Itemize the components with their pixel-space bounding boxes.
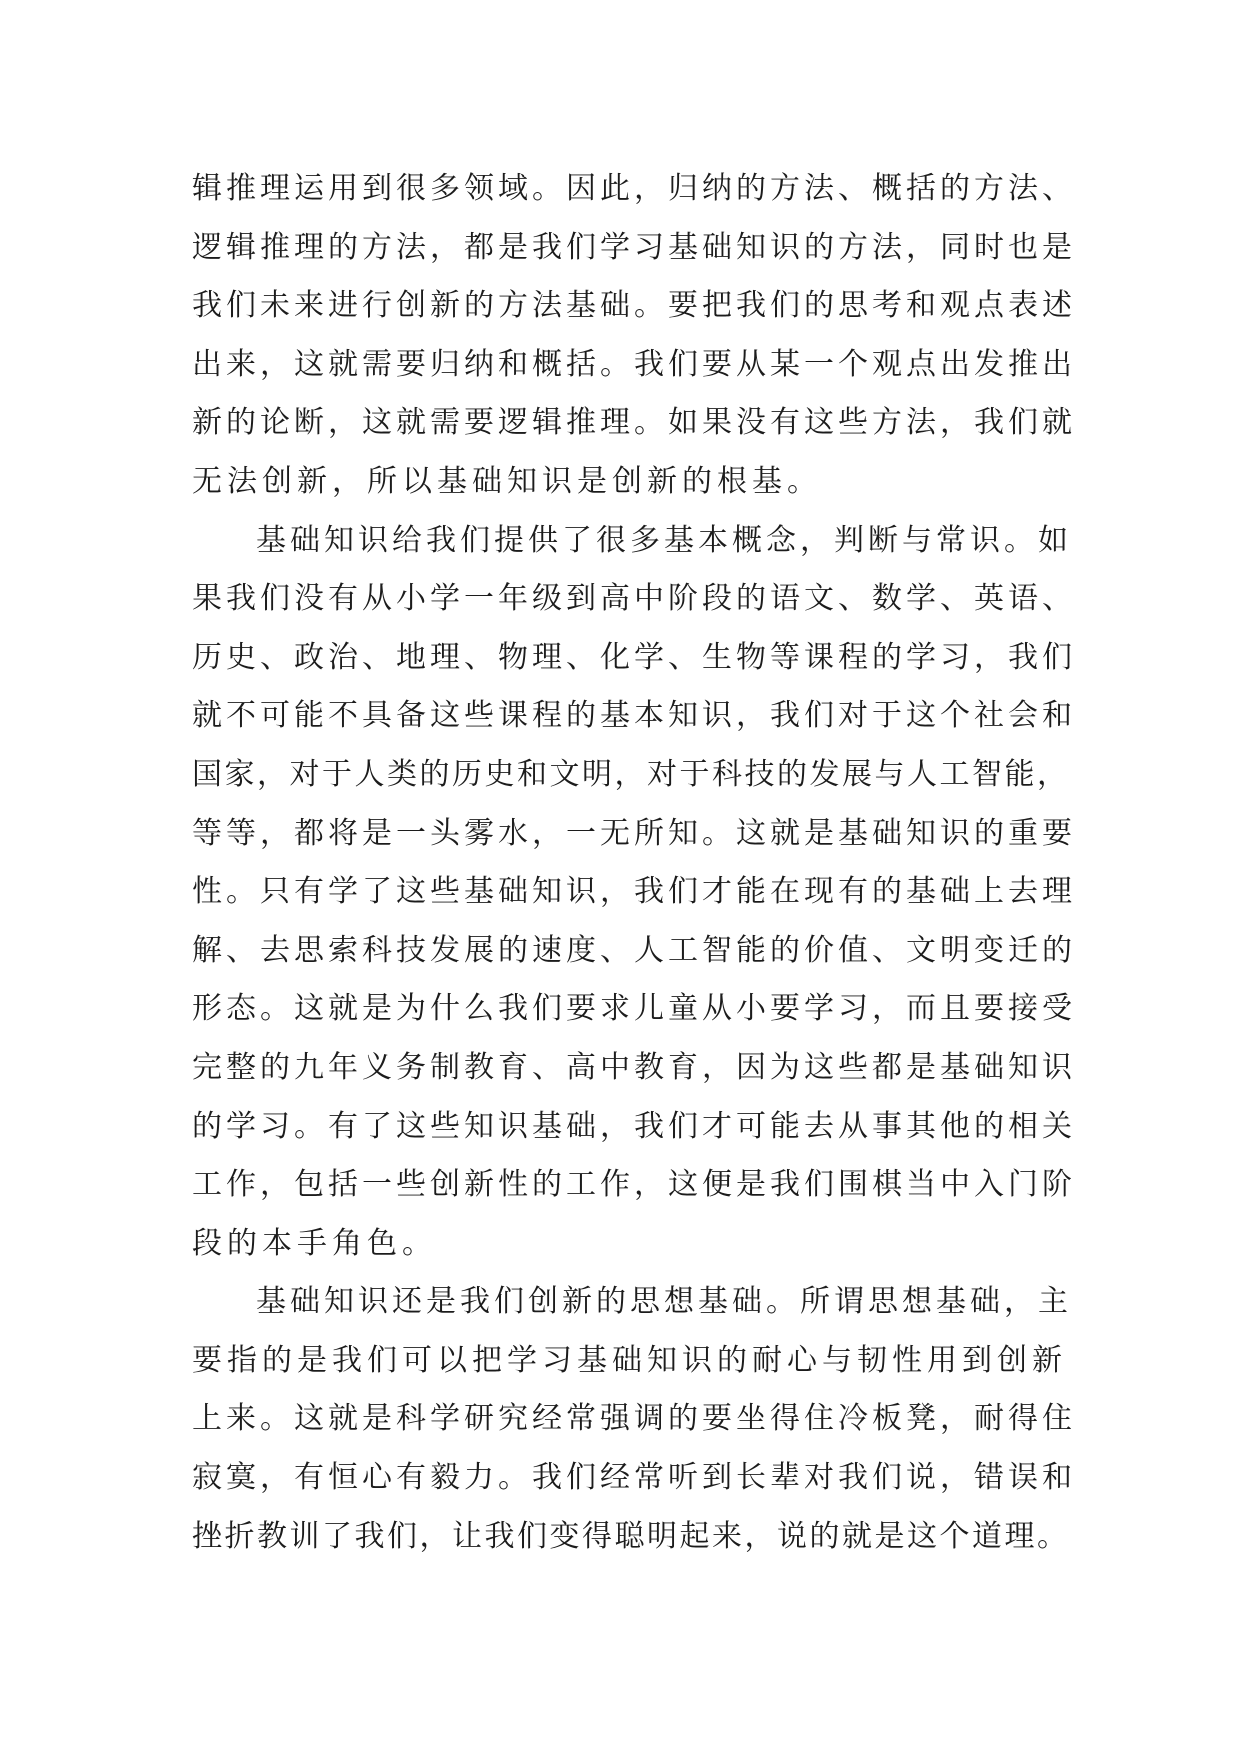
text-line: 性。只有学了这些基础知识，我们才能在现有的基础上去理 <box>192 874 1076 910</box>
text-line: 无法创新，所以基础知识是创新的根基。 <box>192 463 822 499</box>
text-line: 就不可能不具备这些课程的基本知识，我们对于这个社会和 <box>192 698 1076 734</box>
text-line: 段的本手角色。 <box>192 1225 437 1261</box>
text-line: 逻辑推理的方法，都是我们学习基础知识的方法，同时也是 <box>192 229 1076 265</box>
text-line: 要指的是我们可以把学习基础知识的耐心与韧性用到创新 <box>192 1342 1067 1378</box>
text-line: 基础知识还是我们创新的思想基础。所谓思想基础，主 <box>256 1284 1072 1320</box>
body-text <box>192 160 1076 1566</box>
text-line: 果我们没有从小学一年级到高中阶段的语文、数学、英语、 <box>192 581 1076 617</box>
text-line: 的学习。有了这些知识基础，我们才可能去从事其他的相关 <box>192 1108 1076 1144</box>
text-line: 完整的九年义务制教育、高中教育，因为这些都是基础知识 <box>192 1049 1076 1085</box>
text-line: 寂寞，有恒心有毅力。我们经常听到长辈对我们说，错误和 <box>192 1460 1076 1496</box>
text-line: 等等，都将是一头雾水，一无所知。这就是基础知识的重要 <box>192 815 1076 851</box>
text-line: 解、去思索科技发展的速度、人工智能的价值、文明变迁的 <box>192 932 1076 968</box>
text-line: 形态。这就是为什么我们要求儿童从小要学习，而且要接受 <box>192 991 1076 1027</box>
text-line: 我们未来进行创新的方法基础。要把我们的思考和观点表述 <box>192 288 1076 324</box>
text-line: 挫折教训了我们，让我们变得聪明起来，说的就是这个道理。 <box>192 1518 1070 1554</box>
text-line: 出来，这就需要归纳和概括。我们要从某一个观点出发推出 <box>192 346 1076 382</box>
text-line: 工作，包括一些创新性的工作，这便是我们围棋当中入门阶 <box>192 1167 1076 1203</box>
text-line: 新的论断，这就需要逻辑推理。如果没有这些方法，我们就 <box>192 405 1076 441</box>
text-line: 基础知识给我们提供了很多基本概念，判断与常识。如 <box>256 522 1072 558</box>
text-line: 历史、政治、地理、物理、化学、生物等课程的学习，我们 <box>192 639 1076 675</box>
text-line: 上来。这就是科学研究经常强调的要坐得住冷板凳，耐得住 <box>192 1401 1076 1437</box>
text-line: 辑推理运用到很多领域。因此，归纳的方法、概括的方法、 <box>192 171 1076 206</box>
text-line: 国家，对于人类的历史和文明，对于科技的发展与人工智能， <box>192 756 1070 792</box>
